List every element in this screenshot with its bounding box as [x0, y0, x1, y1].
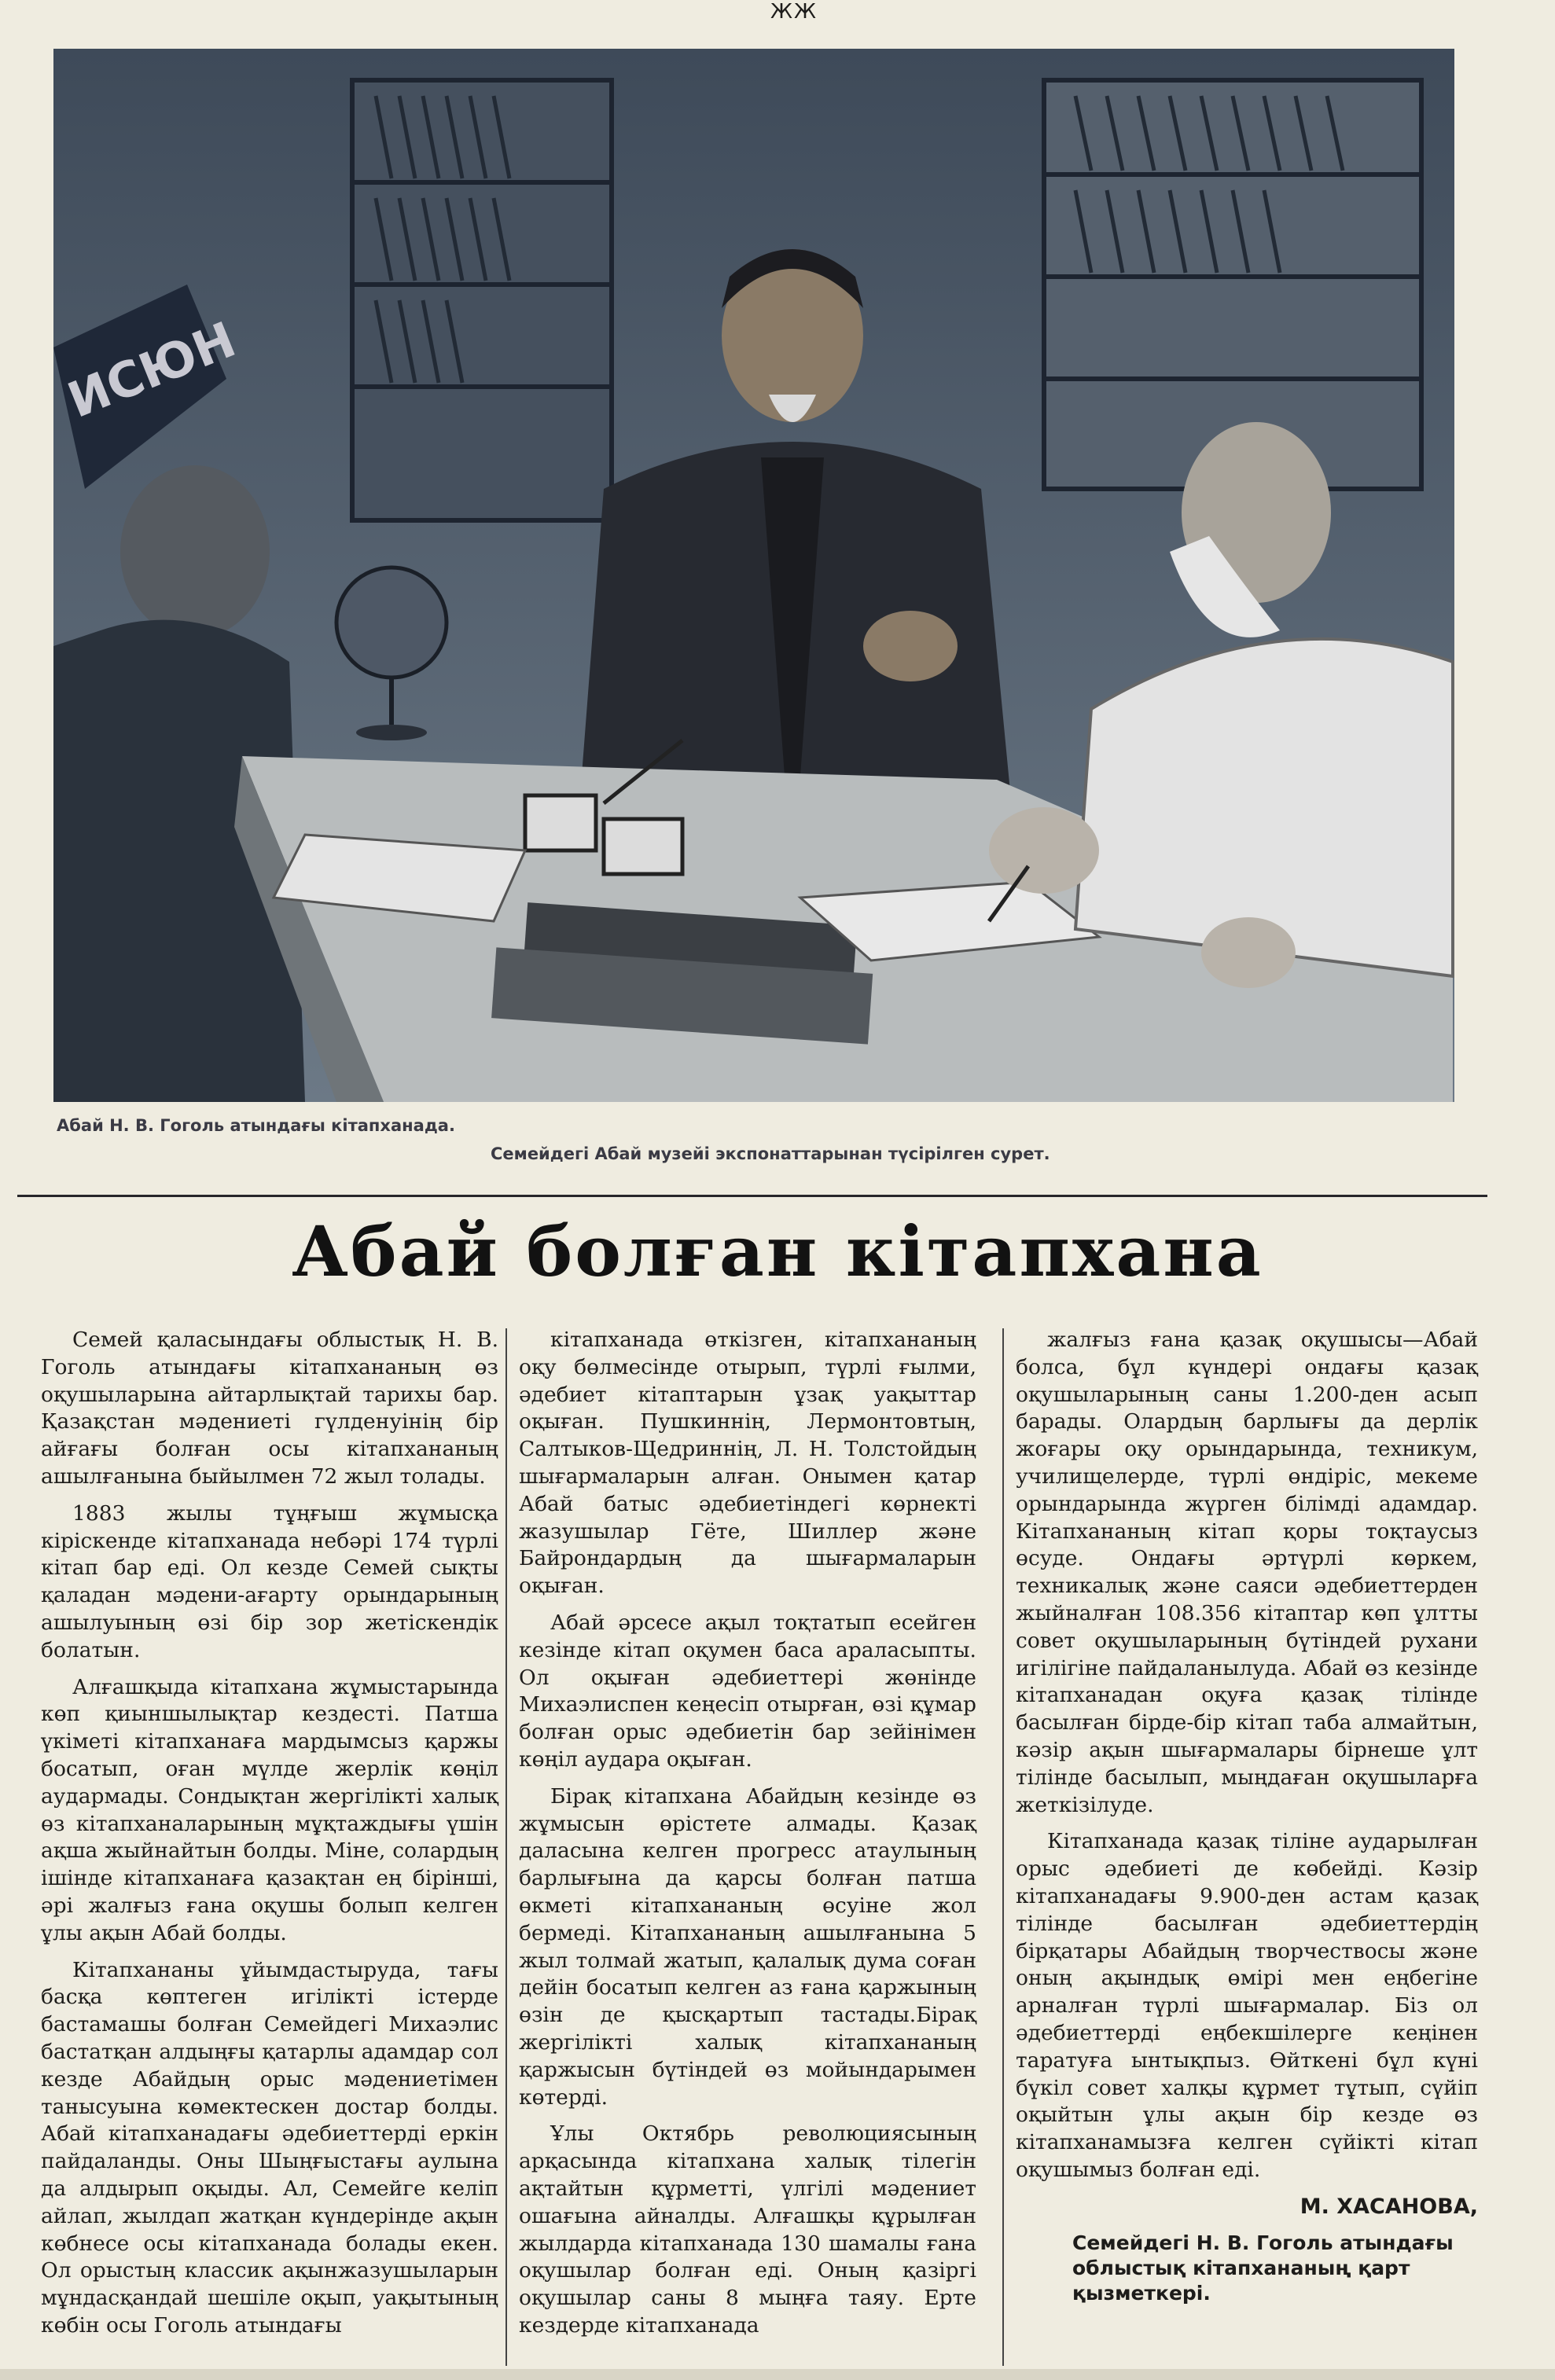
bookshelf-left [352, 80, 612, 520]
paragraph: Кітапханада қазақ тіліне аударылған орыс әдебиеті де көбейді. Кәзір кітапханадағы 9.900-ден астам қазақ тілінде басылған әдебиеттердің бірқатары Абайдың творчествосы және оның ақындық өмірі мен еңбегіне арналған түрлі шығармалар. Біз ол әдебиеттерді еңбекшілерге кеңінен таратуға ынтықпыз. Өйткені бұл күні бүкіл совет халқы құрмет тұтып, сүйіп оқыйтын ұлы ақын бір кезде өз кітапханамызға келген сүйікті кітап оқушымыз болған еді. [1016, 1829, 1478, 2182]
article-column-3 [1016, 1327, 1478, 2316]
author-signature: М. ХАСАНОВА, [1300, 2194, 1478, 2219]
paragraph: 1883 жылы тұңғыш жұмысқа кірiскенде кітапханада небәрі 174 түрлі кітап бар еді. Ол кезде Семей сықты қаладан мәдени-ағарту орындарының ашылуының өзі бір зор жетiскендiк болатын. [41, 1500, 498, 1662]
illustration-caption-left: Абай Н. В. Гоголь атындағы кітапханада. [57, 1116, 455, 1135]
paragraph: Ұлы Октябрь революциясының арқасында кітапхана халық тілегін ақтайтын құрметті, үлгілі мәдениет ошағына айналды. Алғашқы құрылған жылдарда кітапханада 130 шамалы ғана оқушылар болған еді. Оның қазіргі оқушылар саны 8 мыңға таяу. Ерте кездерде кітапханада [519, 2121, 976, 2338]
paragraph: Кітапхананы ұйымдастыруда, тағы басқа көптеген игілікті істерде бастамашы болған Семейдегі Михаэлис бастатқан алдыңғы қатарлы адамдар сол кезде Абайдың орыс мәдениетімен танысуына көмектескен достар болды. Абай кітапханадағы әдебиеттерді еркін пайдаланды. Оны Шыңғыстағы аулына да алдырып оқыды. Ал, Семейге келіп айлап, жылдап жатқан күндерiнде ақын көбнесе осы кітапханада болады екен. Ол орыстың классик ақынжазушыларын мұндасқандай шешiле оқып, уақытының көбін осы Гоголь атындағы [41, 1957, 498, 2338]
author-note: Семейдегі Н. В. Гоголь атындағы облыстық кітапхананың қарт қызметкері. [1072, 2231, 1454, 2305]
paragraph: Семей қаласындағы облыстық Н. В. Гоголь атындағы кітапхананың өз оқушыларына айтарлықтай тарихы бар. Қазақстан мәдениеті гүлденуінің бір айғағы болған осы кітапхананың ашылғанына быйылмен 72 жыл толады. [41, 1328, 498, 1489]
column-divider-2 [1002, 1328, 1004, 2366]
illustration-abai-in-library [53, 49, 1454, 1102]
paragraph: Алғашқыда кітапхана жұмыстарында көп қиыншылықтар кездесті. Патша үкіметі кітапханаға мардымсыз қаржы босатып, оған мүлде жерлiк көңіл аудармады. Сондықтан жергілікті халық өз кітапханаларының мұқтаждығы үшін ақша жыйнайтын болды. Міне, солардың iшiнде кітапханаға қазақтан ең біріншi, әрі жалғыз ғана оқушы болып келген ұлы ақын Абай болды. [41, 1674, 498, 1945]
column-divider-1 [505, 1328, 507, 2366]
paragraph: Бірақ кітапхана Абайдың кезінде өз жұмысын өрістете алмады. Қазақ даласына келген прогресс атаулының барлығына да қарсы болған патша өкметі кітапхананың өсуіне жол бермеді. Кітапхананың ашылғанына 5 жыл толмай жатып, қалалық дума соған дейін босатып келген аз ғана қаржының өзін де қысқартып тастады.Бірақ жергілікті халық кітапхананың қаржысын бүтіндей өз мойындарымен көтерді. [519, 1783, 976, 2110]
article-column-2 [519, 1327, 976, 2349]
page-bottom-edge [0, 2369, 1555, 2380]
illustration-caption-right: Семейдегі Абай музейі экспонаттарынан түсірілген сурет. [491, 1144, 1050, 1163]
top-divider [17, 1195, 1487, 1197]
paragraph: Абай әрсесе ақыл тоқтатып есейген кезінде кітап оқумен баса араласыпты. Ол оқыған әдебиеттері жөнінде Михаэлиспен кеңесіп отырған, өзі құмар болған орыс әдебиетін бар зейінімен көңіл аудара оқыған. [519, 1610, 976, 1772]
top-marks: ЖЖ [770, 0, 818, 24]
article-column-1 [41, 1327, 498, 2349]
illustration-drawing [53, 49, 1454, 1102]
paragraph: кітапханада өткізген, кітапхананың оқу бөлмесінде отырып, түрлі ғылми, әдебиет кітаптарын ұзақ уақыттар оқыған. Пушкиннің, Лермонтовтың, Салтыков-Щедриннің, Л. Н. Толстойдың шығармаларын алған. Онымен қатар Абай батыс әдебиетіндегі көрнекті жазушылар Гёте, Шиллер және Байрондардың да шығармаларын оқыған. [519, 1328, 976, 1599]
sign-text: ИСЮН [60, 310, 244, 429]
article-title: Абай болған кітапхана [292, 1210, 1263, 1292]
paragraph: жалғыз ғана қазақ оқушысы—Абай болса, бұл күндері ондағы қазақ оқушыларының саны 1.200-ден асып барады. Олардың барлығы да дерлік жоғары оқу орындарында, техникум, училищелерде, түрлі өндіріс, мекеме орындарында жүрген білімді адамдар. Кітапхананың кітап қоры тоқтаусыз өсуде. Ондағы әртүрлі көркем, техникалық және саяси әдебиеттерден жыйналған 108.356 кітаптар көп ұлтты совет оқушыларының бүтіндей рухани игілігіне пайдаланылуда. Абай өз кезінде кітапханадан оқуға қазақ тілінде басылған бірде-бір кітап таба алмайтын, кәзір ақын шығармалары бірнеше ұлт тілінде басылып, мыңдаған оқушыларға жеткізілуде. [1016, 1328, 1478, 1817]
